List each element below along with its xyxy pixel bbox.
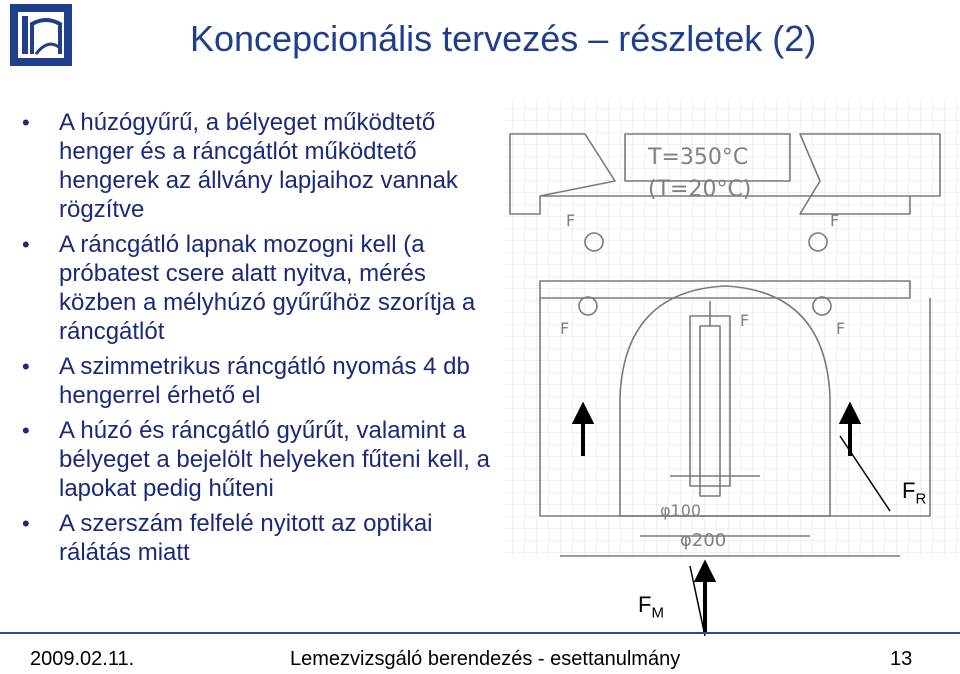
force-f-label: F (830, 211, 840, 230)
footer-divider (0, 632, 960, 634)
bullet-item: • A húzógyűrű, a bélyeget működtető henger és a ráncgátlót működtető hengerek az állvány lapjaihoz vannak rögzítve (22, 108, 492, 224)
bullet-item: • A szerszám felfelé nyitott az optikai rálátás miatt (22, 509, 492, 567)
temp-hot-label: T=350°C (648, 145, 749, 170)
force-f-label: F (836, 319, 846, 338)
force-f-label: F (566, 211, 576, 230)
dim-small-label: φ100 (660, 501, 702, 520)
bullet-item: • A szimmetrikus ráncgátló nyomás 4 db hengerrel érhető el (22, 352, 492, 410)
bullet-list (22, 108, 492, 573)
footer-title: Lemezvizsgáló berendezés - esettanulmány (290, 648, 681, 670)
page-title: Koncepcionális tervezés – részletek (2) (190, 18, 817, 59)
institution-logo (10, 4, 72, 66)
footer-date: 2009.02.11. (30, 648, 135, 670)
temp-cold-label: (T=20°C) (648, 177, 752, 202)
dim-large-label: φ200 (680, 530, 727, 551)
force-m-label: $F_M$ (638, 592, 664, 622)
bullet-item: • A ráncgátló lapnak mozogni kell (a próbatest csere alatt nyitva, mérés közben a mélyhúzó gyűrűhöz szorítja a ráncgátlót (22, 230, 492, 346)
bullet-item: • A húzó és ráncgátló gyűrűt, valamint a bélyeget a bejelölt helyeken fűteni kell, a lapokat pedig hűteni (22, 416, 492, 503)
force-f-label: F (560, 319, 570, 338)
force-r-label: $F_R$ (902, 478, 927, 508)
force-f-label: F (740, 311, 750, 330)
tool-sketch (500, 96, 960, 646)
page-number: 13 (890, 648, 913, 670)
